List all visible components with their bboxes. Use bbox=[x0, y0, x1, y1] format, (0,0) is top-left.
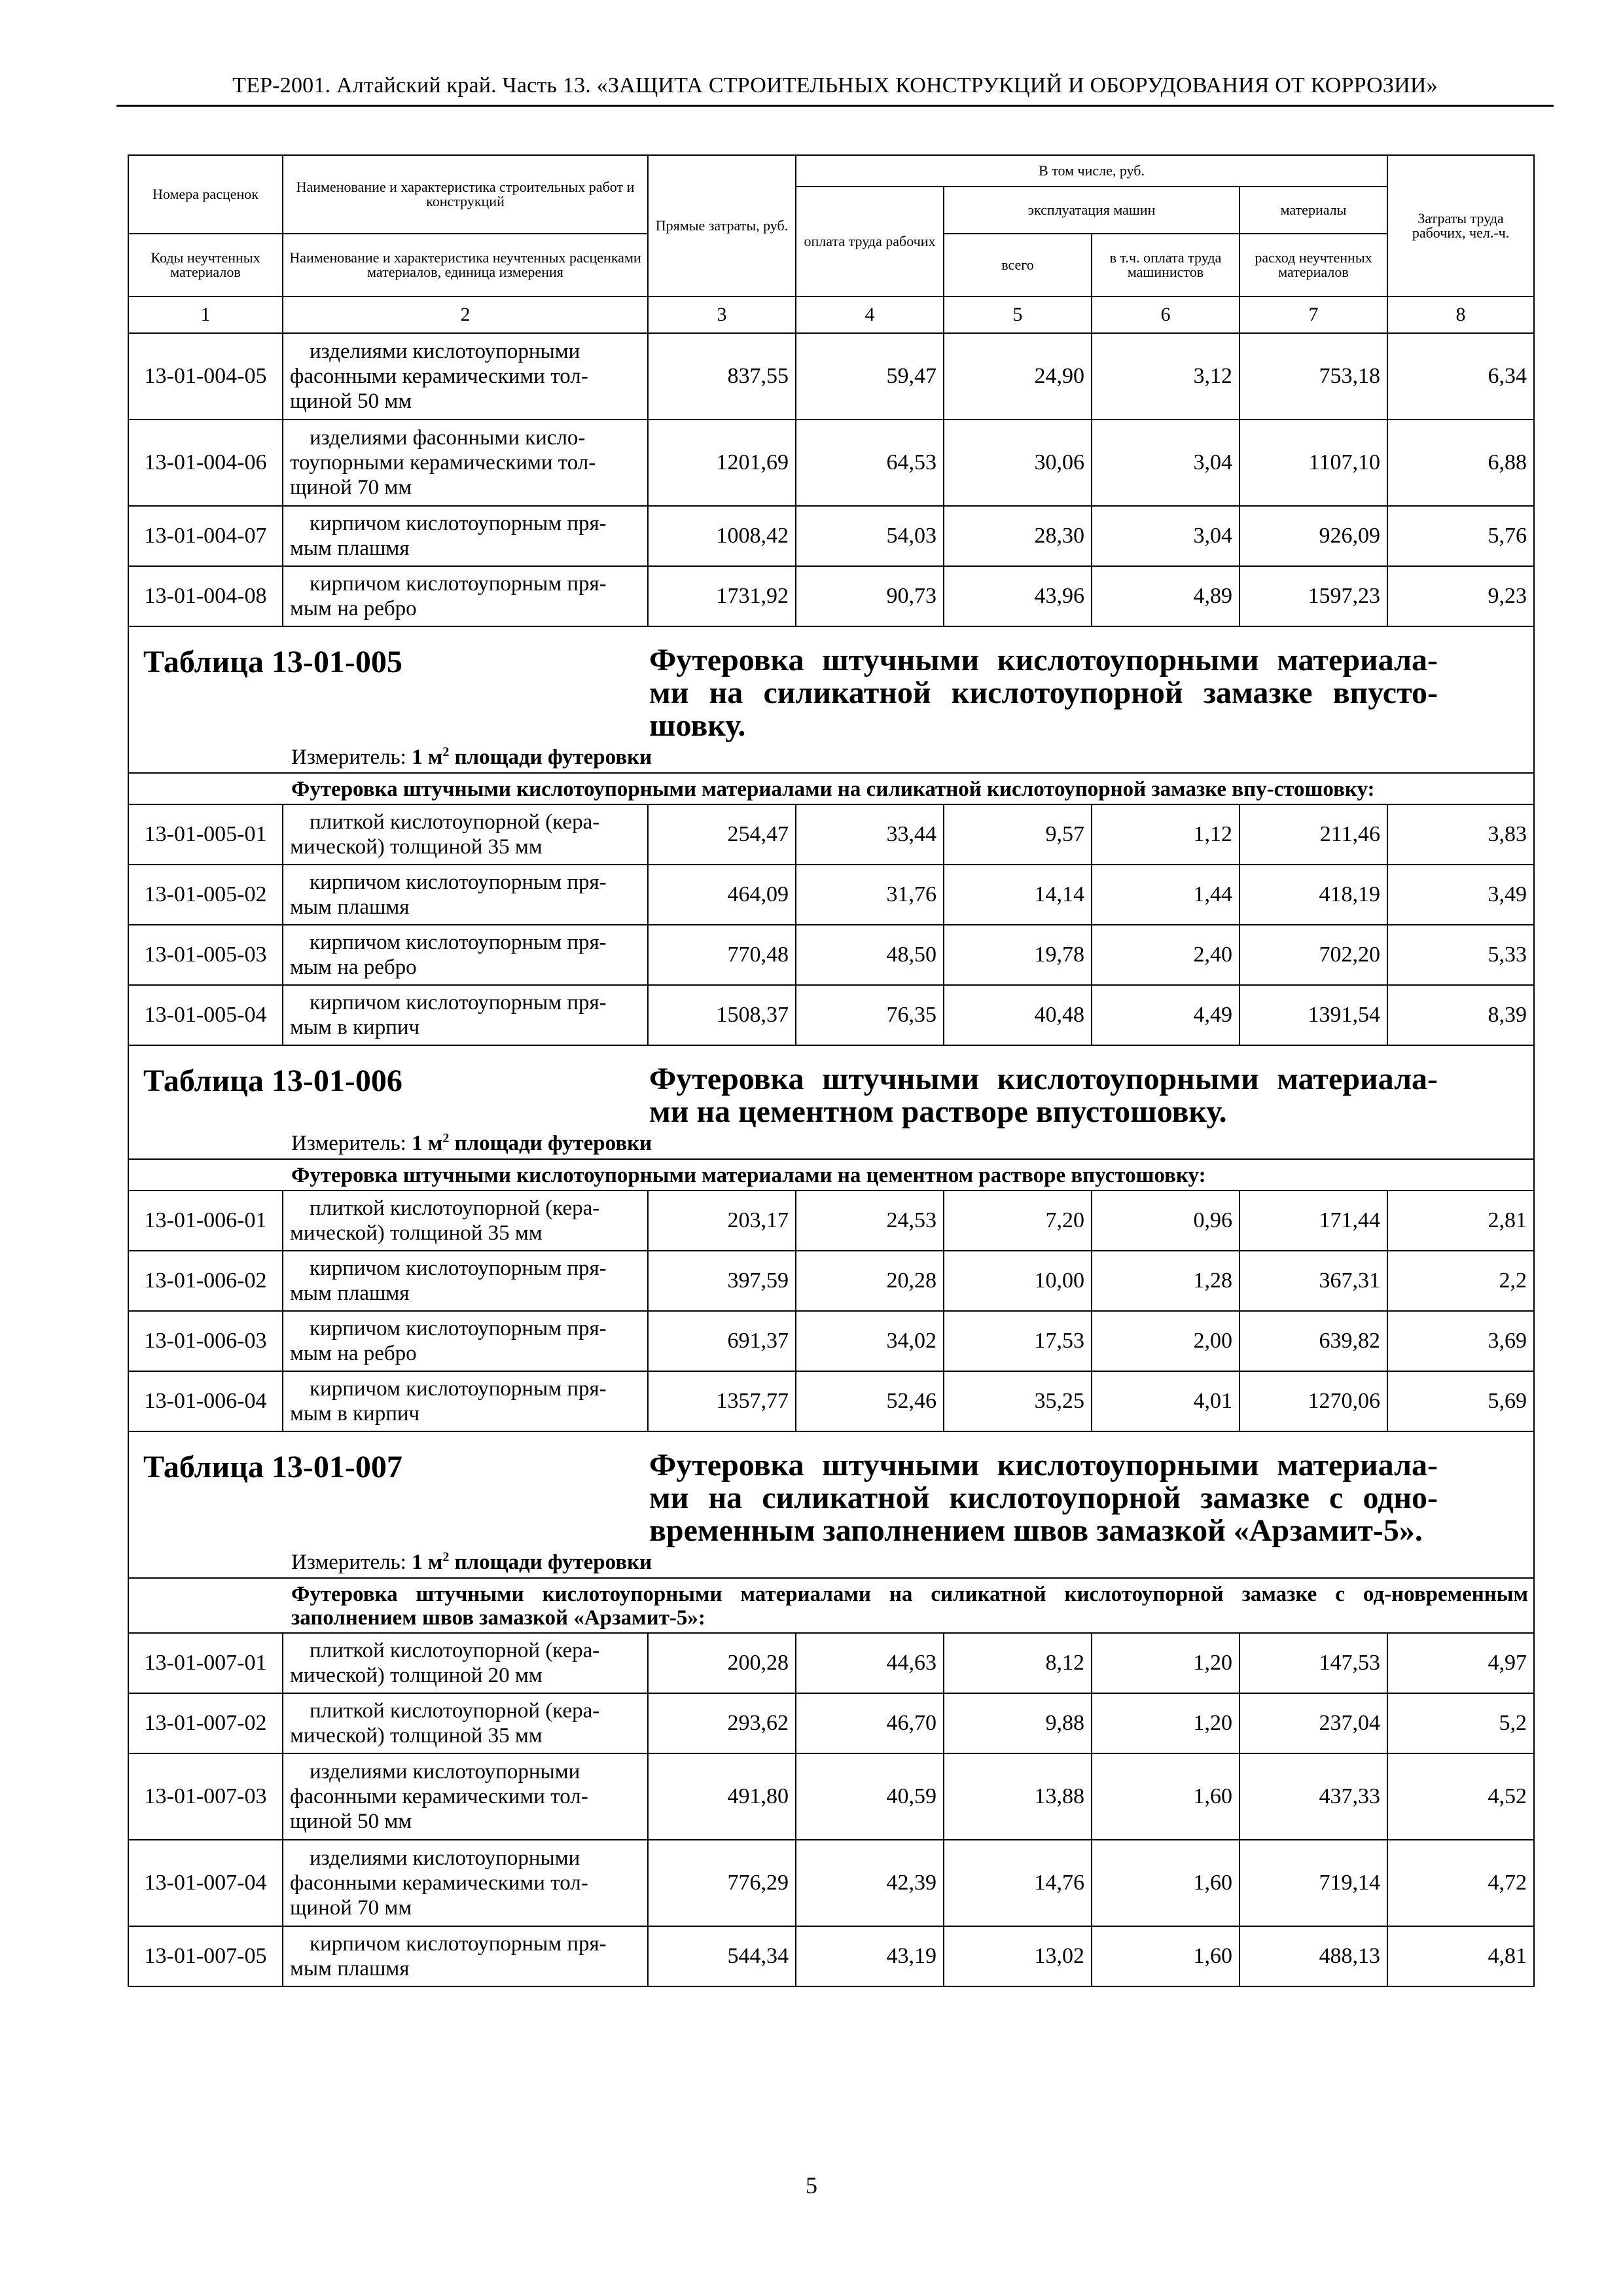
table-row bbox=[128, 925, 1534, 985]
labor-pay-value: 43,19 bbox=[796, 1926, 944, 1986]
labor-pay-value: 24,53 bbox=[796, 1191, 944, 1251]
labor-hours-value: 3,69 bbox=[1387, 1311, 1534, 1371]
subheader-row bbox=[128, 1159, 1534, 1191]
running-header: ТЕР-2001. Алтайский край. Часть 13. «ЗАЩИТА СТРОИТЕЛЬНЫХ КОНСТРУКЦИЙ И ОБОРУДОВАНИЯ ОТ КОРРОЗИИ» bbox=[232, 73, 1438, 98]
description-line: фасонными керамическими тол- bbox=[290, 1871, 588, 1895]
description-line: фасонными керамическими тол- bbox=[290, 365, 588, 388]
column-number: 7 bbox=[1240, 296, 1387, 333]
labor-pay-value: 40,59 bbox=[796, 1753, 944, 1840]
operator-pay-value: 4,89 bbox=[1092, 566, 1240, 626]
labor-pay-value: 42,39 bbox=[796, 1840, 944, 1926]
table-row bbox=[128, 1840, 1534, 1926]
labor-pay-value: 48,50 bbox=[796, 925, 944, 985]
machines-total-value: 7,20 bbox=[944, 1191, 1092, 1251]
rates-table bbox=[128, 154, 1535, 1987]
description-line: кирпичом кислотоупорным пря- bbox=[310, 512, 607, 535]
labor-hours-value: 3,83 bbox=[1387, 804, 1534, 865]
labor-pay-value: 76,35 bbox=[796, 985, 944, 1045]
machines-total-value: 17,53 bbox=[944, 1311, 1092, 1371]
materials-cost-value: 1107,10 bbox=[1240, 420, 1387, 506]
labor-hours-value: 9,23 bbox=[1387, 566, 1534, 626]
rate-code: 13-01-006-03 bbox=[128, 1311, 283, 1371]
rate-code: 13-01-005-02 bbox=[128, 865, 283, 925]
table-number: Таблица 13-01-006 bbox=[143, 1064, 402, 1098]
meter-unit: 1 м bbox=[412, 1132, 443, 1155]
direct-cost-value: 254,47 bbox=[648, 804, 796, 865]
materials-cost-value: 237,04 bbox=[1240, 1693, 1387, 1753]
rate-code: 13-01-007-04 bbox=[128, 1840, 283, 1926]
labor-hours-value: 3,49 bbox=[1387, 865, 1534, 925]
labor-pay-value: 46,70 bbox=[796, 1693, 944, 1753]
description-line: мической) толщиной 35 мм bbox=[290, 1221, 543, 1245]
direct-cost-value: 776,29 bbox=[648, 1840, 796, 1926]
description-line: кирпичом кислотоупорным пря- bbox=[310, 1932, 607, 1956]
operator-pay-value: 2,40 bbox=[1092, 925, 1240, 985]
materials-cost-value: 171,44 bbox=[1240, 1191, 1387, 1251]
labor-hours-value: 2,2 bbox=[1387, 1251, 1534, 1311]
direct-cost-value: 1201,69 bbox=[648, 420, 796, 506]
description-line: мым на ребро bbox=[290, 1342, 417, 1365]
header-total: всего bbox=[944, 234, 1092, 296]
work-description bbox=[283, 1633, 648, 1693]
table-title: Футеровка штучными кислотоупорными материала-ми на силикатной кислотоупорной замазке с одно-временным заполнением швов замазкой «Арзамит-5». bbox=[649, 1448, 1438, 1548]
table-row bbox=[128, 985, 1534, 1045]
operator-pay-value: 1,20 bbox=[1092, 1633, 1240, 1693]
meter-superscript: 2 bbox=[442, 1550, 450, 1564]
table-row bbox=[128, 1693, 1534, 1753]
description-line: изделиями кислотоупорными bbox=[310, 1846, 580, 1870]
description-line: мической) толщиной 35 мм bbox=[290, 835, 543, 859]
materials-cost-value: 719,14 bbox=[1240, 1840, 1387, 1926]
description-line: мым в кирпич bbox=[290, 1402, 420, 1426]
description-line: изделиями кислотоупорными bbox=[310, 1760, 580, 1784]
operator-pay-value: 4,01 bbox=[1092, 1371, 1240, 1431]
work-description bbox=[283, 1753, 648, 1840]
labor-hours-value: 4,97 bbox=[1387, 1633, 1534, 1693]
machines-total-value: 19,78 bbox=[944, 925, 1092, 985]
materials-cost-value: 367,31 bbox=[1240, 1251, 1387, 1311]
meter-superscript: 2 bbox=[442, 745, 450, 759]
direct-cost-value: 837,55 bbox=[648, 333, 796, 420]
work-description bbox=[283, 865, 648, 925]
header-work-name: Наименование и характеристика строительных работ и конструкций bbox=[283, 155, 648, 234]
labor-hours-value: 2,81 bbox=[1387, 1191, 1534, 1251]
materials-cost-value: 211,46 bbox=[1240, 804, 1387, 865]
description-line: кирпичом кислотоупорным пря- bbox=[310, 870, 607, 894]
column-number: 1 bbox=[128, 296, 283, 333]
work-description bbox=[283, 804, 648, 865]
labor-hours-value: 4,52 bbox=[1387, 1753, 1534, 1840]
section-heading bbox=[129, 1063, 1533, 1156]
meter-rest: площади футеровки bbox=[449, 745, 652, 769]
rate-code: 13-01-006-01 bbox=[128, 1191, 283, 1251]
rate-code: 13-01-005-01 bbox=[128, 804, 283, 865]
description-line: кирпичом кислотоупорным пря- bbox=[310, 1257, 607, 1280]
group-subheader: Футеровка штучными кислотоупорными материалами на силикатной кислотоупорной замазке впу-стошовку: bbox=[128, 773, 1534, 804]
measurement-unit bbox=[291, 745, 1533, 770]
direct-cost-value: 200,28 bbox=[648, 1633, 796, 1693]
table-row bbox=[128, 1926, 1534, 1986]
rate-code: 13-01-007-02 bbox=[128, 1693, 283, 1753]
labor-hours-value: 4,72 bbox=[1387, 1840, 1534, 1926]
direct-cost-value: 491,80 bbox=[648, 1753, 796, 1840]
work-description bbox=[283, 1926, 648, 1986]
table-row bbox=[128, 865, 1534, 925]
measurement-unit bbox=[291, 1550, 1533, 1575]
meter-value bbox=[412, 745, 652, 769]
machines-total-value: 43,96 bbox=[944, 566, 1092, 626]
operator-pay-value: 3,12 bbox=[1092, 333, 1240, 420]
section-heading-cell bbox=[128, 1431, 1534, 1578]
rate-code: 13-01-004-05 bbox=[128, 333, 283, 420]
description-line: плиткой кислотоупорной (кера- bbox=[310, 810, 600, 834]
table-row bbox=[128, 1371, 1534, 1431]
labor-hours-value: 5,2 bbox=[1387, 1693, 1534, 1753]
work-description bbox=[283, 925, 648, 985]
header-operator-pay: в т.ч. оплата труда машинистов bbox=[1092, 234, 1240, 296]
work-description bbox=[283, 1191, 648, 1251]
group-subheader: Футеровка штучными кислотоупорными материалами на силикатной кислотоупорной замазке с од-новременным заполнением швов замазкой «Арзамит-5»: bbox=[128, 1578, 1534, 1633]
rate-code: 13-01-004-08 bbox=[128, 566, 283, 626]
header-including: В том числе, руб. bbox=[796, 155, 1387, 187]
labor-pay-value: 44,63 bbox=[796, 1633, 944, 1693]
description-line: мым плашмя bbox=[290, 537, 410, 560]
operator-pay-value: 1,60 bbox=[1092, 1840, 1240, 1926]
operator-pay-value: 3,04 bbox=[1092, 506, 1240, 566]
direct-cost-value: 770,48 bbox=[648, 925, 796, 985]
description-line: щиной 50 мм bbox=[290, 1810, 412, 1833]
materials-cost-value: 488,13 bbox=[1240, 1926, 1387, 1986]
description-line: тоупорными керамическими тол- bbox=[290, 451, 596, 475]
work-description bbox=[283, 985, 648, 1045]
work-description bbox=[283, 1311, 648, 1371]
labor-hours-value: 5,33 bbox=[1387, 925, 1534, 985]
work-description bbox=[283, 1693, 648, 1753]
operator-pay-value: 1,20 bbox=[1092, 1693, 1240, 1753]
description-line: фасонными керамическими тол- bbox=[290, 1785, 588, 1808]
materials-cost-value: 147,53 bbox=[1240, 1633, 1387, 1693]
subheader-row bbox=[128, 1578, 1534, 1633]
work-description bbox=[283, 566, 648, 626]
description-line: плиткой кислотоупорной (кера- bbox=[310, 1639, 600, 1662]
machines-total-value: 14,76 bbox=[944, 1840, 1092, 1926]
machines-total-value: 8,12 bbox=[944, 1633, 1092, 1693]
machines-total-value: 28,30 bbox=[944, 506, 1092, 566]
description-line: щиной 70 мм bbox=[290, 476, 412, 499]
materials-cost-value: 1597,23 bbox=[1240, 566, 1387, 626]
description-line: мым плашмя bbox=[290, 895, 410, 919]
header-materials: материалы bbox=[1240, 187, 1387, 234]
labor-hours-value: 4,81 bbox=[1387, 1926, 1534, 1986]
rate-code: 13-01-004-07 bbox=[128, 506, 283, 566]
meter-unit: 1 м bbox=[412, 745, 443, 769]
rate-code: 13-01-006-04 bbox=[128, 1371, 283, 1431]
description-line: изделиями фасонными кисло- bbox=[310, 426, 586, 450]
column-number: 3 bbox=[648, 296, 796, 333]
labor-hours-value: 5,69 bbox=[1387, 1371, 1534, 1431]
machines-total-value: 13,88 bbox=[944, 1753, 1092, 1840]
section-heading-cell bbox=[128, 626, 1534, 773]
materials-cost-value: 418,19 bbox=[1240, 865, 1387, 925]
description-line: плиткой кислотоупорной (кера- bbox=[310, 1699, 600, 1723]
column-number: 2 bbox=[283, 296, 648, 333]
column-number: 8 bbox=[1387, 296, 1534, 333]
section-heading bbox=[129, 644, 1533, 770]
machines-total-value: 24,90 bbox=[944, 333, 1092, 420]
table-row bbox=[128, 1633, 1534, 1693]
direct-cost-value: 1008,42 bbox=[648, 506, 796, 566]
description-line: мической) толщиной 20 мм bbox=[290, 1664, 543, 1687]
description-line: мым на ребро bbox=[290, 956, 417, 979]
rate-code: 13-01-007-03 bbox=[128, 1753, 283, 1840]
operator-pay-value: 1,44 bbox=[1092, 865, 1240, 925]
rate-code: 13-01-006-02 bbox=[128, 1251, 283, 1311]
machines-total-value: 14,14 bbox=[944, 865, 1092, 925]
column-number: 6 bbox=[1092, 296, 1240, 333]
labor-hours-value: 5,76 bbox=[1387, 506, 1534, 566]
description-line: мической) толщиной 35 мм bbox=[290, 1724, 543, 1748]
header-rule bbox=[116, 105, 1554, 107]
table-number: Таблица 13-01-007 bbox=[143, 1450, 402, 1484]
header-rate-number: Номера расценок bbox=[128, 155, 283, 234]
labor-pay-value: 54,03 bbox=[796, 506, 944, 566]
operator-pay-value: 3,04 bbox=[1092, 420, 1240, 506]
page-number: 5 bbox=[806, 2172, 817, 2198]
operator-pay-value: 2,00 bbox=[1092, 1311, 1240, 1371]
table-row bbox=[128, 333, 1534, 420]
meter-value bbox=[412, 1132, 652, 1155]
section-header bbox=[128, 626, 1534, 773]
section-header bbox=[128, 1045, 1534, 1159]
work-description bbox=[283, 1840, 648, 1926]
meter-label: Измеритель: bbox=[291, 1551, 406, 1574]
rate-code: 13-01-007-01 bbox=[128, 1633, 283, 1693]
operator-pay-value: 1,28 bbox=[1092, 1251, 1240, 1311]
work-description bbox=[283, 506, 648, 566]
labor-pay-value: 52,46 bbox=[796, 1371, 944, 1431]
table-row bbox=[128, 1251, 1534, 1311]
operator-pay-value: 4,49 bbox=[1092, 985, 1240, 1045]
header-machines: эксплуатация машин bbox=[944, 187, 1240, 234]
materials-cost-value: 639,82 bbox=[1240, 1311, 1387, 1371]
direct-cost-value: 464,09 bbox=[648, 865, 796, 925]
section-header bbox=[128, 1431, 1534, 1578]
table-title: Футеровка штучными кислотоупорными материала-ми на силикатной кислотоупорной замазке впусто-шовку. bbox=[649, 643, 1438, 743]
operator-pay-value: 0,96 bbox=[1092, 1191, 1240, 1251]
measurement-unit bbox=[291, 1131, 1533, 1156]
description-line: мым в кирпич bbox=[290, 1016, 420, 1039]
header-labor-cost: Затраты труда рабочих, чел.-ч. bbox=[1387, 155, 1534, 296]
description-line: щиной 70 мм bbox=[290, 1896, 412, 1920]
description-line: кирпичом кислотоупорным пря- bbox=[310, 931, 607, 954]
column-numbers-row bbox=[128, 296, 1534, 333]
materials-cost-value: 926,09 bbox=[1240, 506, 1387, 566]
meter-value bbox=[412, 1551, 652, 1574]
description-line: кирпичом кислотоупорным пря- bbox=[310, 991, 607, 1014]
direct-cost-value: 1357,77 bbox=[648, 1371, 796, 1431]
labor-pay-value: 20,28 bbox=[796, 1251, 944, 1311]
materials-cost-value: 1270,06 bbox=[1240, 1371, 1387, 1431]
section-heading bbox=[129, 1449, 1533, 1575]
rate-code: 13-01-004-06 bbox=[128, 420, 283, 506]
description-line: мым плашмя bbox=[290, 1957, 410, 1981]
table-row bbox=[128, 804, 1534, 865]
labor-pay-value: 31,76 bbox=[796, 865, 944, 925]
column-number: 4 bbox=[796, 296, 944, 333]
meter-label: Измеритель: bbox=[291, 1132, 406, 1155]
labor-pay-value: 64,53 bbox=[796, 420, 944, 506]
machines-total-value: 40,48 bbox=[944, 985, 1092, 1045]
direct-cost-value: 1508,37 bbox=[648, 985, 796, 1045]
table-row bbox=[128, 1191, 1534, 1251]
description-line: плиткой кислотоупорной (кера- bbox=[310, 1196, 600, 1220]
work-description bbox=[283, 333, 648, 420]
direct-cost-value: 544,34 bbox=[648, 1926, 796, 1986]
description-line: кирпичом кислотоупорным пря- bbox=[310, 1317, 607, 1340]
machines-total-value: 10,00 bbox=[944, 1251, 1092, 1311]
direct-cost-value: 203,17 bbox=[648, 1191, 796, 1251]
labor-hours-value: 6,88 bbox=[1387, 420, 1534, 506]
table-row bbox=[128, 566, 1534, 626]
direct-cost-value: 1731,92 bbox=[648, 566, 796, 626]
description-line: кирпичом кислотоупорным пря- bbox=[310, 1377, 607, 1401]
rate-code: 13-01-007-05 bbox=[128, 1926, 283, 1986]
column-number: 5 bbox=[944, 296, 1092, 333]
meter-rest: площади футеровки bbox=[449, 1551, 652, 1574]
machines-total-value: 9,57 bbox=[944, 804, 1092, 865]
header-direct-cost: Прямые затраты, руб. bbox=[648, 155, 796, 296]
table-title: Футеровка штучными кислотоупорными материала-ми на цементном растворе впустошовку. bbox=[649, 1062, 1438, 1129]
direct-cost-value: 691,37 bbox=[648, 1311, 796, 1371]
description-line: изделиями кислотоупорными bbox=[310, 340, 580, 363]
machines-total-value: 9,88 bbox=[944, 1693, 1092, 1753]
machines-total-value: 35,25 bbox=[944, 1371, 1092, 1431]
description-line: кирпичом кислотоупорным пря- bbox=[310, 572, 607, 596]
direct-cost-value: 293,62 bbox=[648, 1693, 796, 1753]
materials-cost-value: 1391,54 bbox=[1240, 985, 1387, 1045]
description-line: щиной 50 мм bbox=[290, 389, 412, 413]
labor-pay-value: 90,73 bbox=[796, 566, 944, 626]
labor-hours-value: 6,34 bbox=[1387, 333, 1534, 420]
work-description bbox=[283, 1251, 648, 1311]
header-material-names: Наименование и характеристика неучтенных расценками материалов, единица измерения bbox=[283, 234, 648, 296]
group-subheader: Футеровка штучными кислотоупорными материалами на цементном растворе впустошовку: bbox=[128, 1159, 1534, 1191]
work-description bbox=[283, 420, 648, 506]
table-row bbox=[128, 1753, 1534, 1840]
header-unaccounted-materials: расход неучтенных материалов bbox=[1240, 234, 1387, 296]
table-row bbox=[128, 420, 1534, 506]
subheader-row bbox=[128, 773, 1534, 804]
rate-code: 13-01-005-03 bbox=[128, 925, 283, 985]
work-description bbox=[283, 1371, 648, 1431]
materials-cost-value: 753,18 bbox=[1240, 333, 1387, 420]
operator-pay-value: 1,60 bbox=[1092, 1926, 1240, 1986]
meter-rest: площади футеровки bbox=[449, 1132, 652, 1155]
table-number: Таблица 13-01-005 bbox=[143, 645, 402, 679]
description-line: мым на ребро bbox=[290, 597, 417, 620]
description-line: мым плашмя bbox=[290, 1282, 410, 1305]
header-labor-pay: оплата труда рабочих bbox=[796, 187, 944, 296]
meter-superscript: 2 bbox=[442, 1131, 450, 1145]
machines-total-value: 30,06 bbox=[944, 420, 1092, 506]
meter-label: Измеритель: bbox=[291, 745, 406, 769]
labor-pay-value: 33,44 bbox=[796, 804, 944, 865]
labor-pay-value: 59,47 bbox=[796, 333, 944, 420]
table-row bbox=[128, 506, 1534, 566]
rate-code: 13-01-005-04 bbox=[128, 985, 283, 1045]
header-material-codes: Коды неучтенных материалов bbox=[128, 234, 283, 296]
labor-hours-value: 8,39 bbox=[1387, 985, 1534, 1045]
meter-unit: 1 м bbox=[412, 1551, 443, 1574]
operator-pay-value: 1,12 bbox=[1092, 804, 1240, 865]
direct-cost-value: 397,59 bbox=[648, 1251, 796, 1311]
materials-cost-value: 437,33 bbox=[1240, 1753, 1387, 1840]
section-heading-cell bbox=[128, 1045, 1534, 1159]
labor-pay-value: 34,02 bbox=[796, 1311, 944, 1371]
table-row bbox=[128, 1311, 1534, 1371]
materials-cost-value: 702,20 bbox=[1240, 925, 1387, 985]
operator-pay-value: 1,60 bbox=[1092, 1753, 1240, 1840]
machines-total-value: 13,02 bbox=[944, 1926, 1092, 1986]
